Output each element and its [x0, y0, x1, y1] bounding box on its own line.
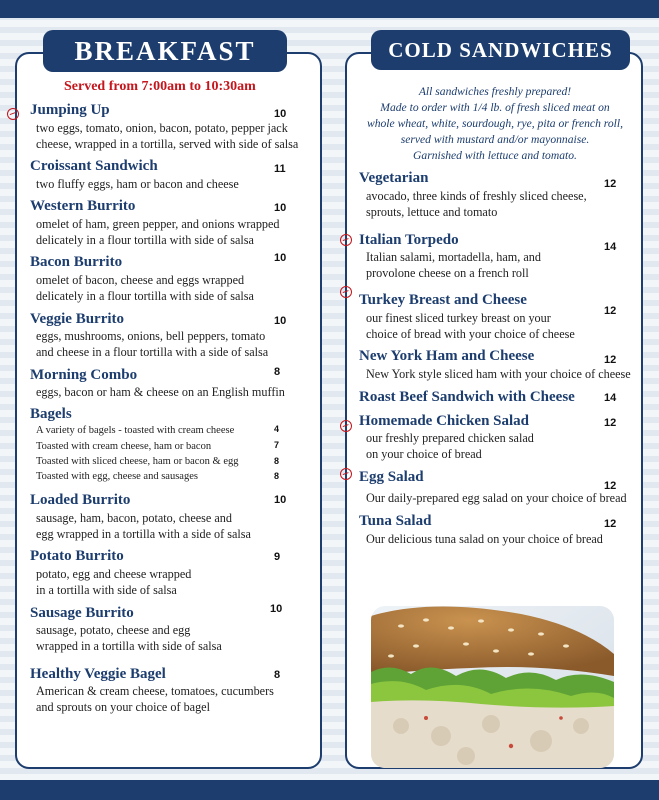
menu-item-price: 12 — [604, 480, 617, 492]
menu-item-name: New York Ham and Cheese — [359, 348, 535, 364]
menu-item-price: 12 — [604, 354, 617, 366]
menu-item-price: 10 — [270, 603, 283, 615]
menu-item-price: 12 — [604, 305, 617, 317]
menu-item-name: Western Burrito — [30, 198, 136, 214]
menu-item-price: 8 — [274, 366, 281, 378]
menu-item-price: 11 — [274, 163, 286, 175]
menu-item-description: our finest sliced turkey breast on your choice of bread with your choice of cheese — [366, 311, 575, 341]
bagel-option: Toasted with cream cheese, ham or bacon — [36, 441, 212, 452]
menu-item-description: two eggs, tomato, onion, bacon, potato, pepper jack cheese, wrapped in a tortilla, served with side of salsa — [36, 121, 299, 151]
breakfast-hours: Served from 7:00am to 10:30am — [64, 79, 256, 94]
menu-item-name: Vegetarian — [359, 170, 429, 186]
menu-item-description: eggs, mushrooms, onions, bell peppers, tomato and cheese in a flour tortilla with a side of salsa — [36, 329, 269, 359]
cold-sandwiches-intro: All sandwiches freshly prepared! Made to order with 1/4 lb. of fresh sliced meat on whole wheat, white, sourdough, rye, pita or french roll, served with mustard and/or mayonnaise. Garnished with lettuce and tomato. — [366, 85, 623, 162]
circled-marker-icon — [340, 234, 352, 246]
bagel-option-price: 4 — [274, 424, 280, 434]
bagel-option-price: 8 — [274, 456, 280, 466]
bagel-option-price: 8 — [274, 471, 280, 481]
menu-item-name: Turkey Breast and Cheese — [359, 292, 527, 308]
menu-item-name: Bagels — [30, 406, 72, 422]
menu-item-name: Italian Torpedo — [359, 232, 459, 248]
menu-item-name: Tuna Salad — [359, 513, 432, 529]
menu-item-description: Our delicious tuna salad on your choice of bread — [366, 532, 603, 546]
menu-item-price: 10 — [274, 252, 287, 264]
menu-item-name: Croissant Sandwich — [30, 158, 158, 174]
menu-item-description: eggs, bacon or ham & cheese on an English muffin — [36, 385, 285, 399]
menu-item-name: Bacon Burrito — [30, 254, 123, 270]
menu-item-description: omelet of bacon, cheese and eggs wrapped delicately in a flour tortilla with side of salsa — [36, 273, 254, 303]
menu-item-description: avocado, three kinds of freshly sliced cheese, sprouts, lettuce and tomato — [366, 189, 587, 219]
menu-item-description: Our daily-prepared egg salad on your choice of bread — [366, 491, 627, 505]
menu-item-price: 12 — [604, 178, 617, 190]
menu-item-name: Potato Burrito — [30, 548, 124, 564]
circled-marker-icon — [340, 420, 352, 432]
menu-item-name: Healthy Veggie Bagel — [30, 666, 166, 682]
menu-item-name: Loaded Burrito — [30, 492, 131, 508]
menu-item-name: Morning Combo — [30, 367, 138, 383]
sandwich-photo — [371, 606, 614, 768]
menu-item-description: sausage, ham, bacon, potato, cheese and egg wrapped in a tortilla with a side of salsa — [36, 511, 251, 541]
bagel-option: Toasted with sliced cheese, ham or bacon & egg — [36, 456, 239, 467]
menu-item-name: Jumping Up — [30, 102, 110, 118]
menu-item-description: New York style sliced ham with your choice of cheese — [366, 367, 631, 381]
bottom-border-bar — [0, 780, 659, 800]
menu-item-description: American & cream cheese, tomatoes, cucumbers and sprouts on your choice of bagel — [36, 684, 274, 714]
menu-item-price: 10 — [274, 315, 287, 327]
menu-item-name: Roast Beef Sandwich with Cheese — [359, 389, 575, 405]
menu-item-name: Egg Salad — [359, 469, 424, 485]
menu-item-price: 12 — [604, 518, 617, 530]
menu-item-price: 14 — [604, 392, 617, 404]
bagel-option-price: 7 — [274, 440, 280, 450]
menu-item-description: two fluffy eggs, ham or bacon and cheese — [36, 177, 239, 191]
menu-item-price: 10 — [274, 108, 287, 120]
menu-item-description: omelet of ham, green pepper, and onions wrapped delicately in a flour tortilla with side of salsa — [36, 217, 280, 247]
bagel-option: A variety of bagels - toasted with cream cheese — [36, 425, 235, 436]
menu-item-description: Italian salami, mortadella, ham, and provolone cheese on a french roll — [366, 250, 541, 280]
menu-item-price: 9 — [274, 551, 281, 563]
menu-item-price: 8 — [274, 669, 281, 681]
menu-item-name: Homemade Chicken Salad — [359, 413, 530, 429]
menu-item-description: potato, egg and cheese wrapped in a tortilla with side of salsa — [36, 567, 192, 597]
menu-item-name: Sausage Burrito — [30, 605, 134, 621]
circled-marker-icon — [7, 108, 19, 120]
breakfast-heading: BREAKFAST — [43, 30, 287, 72]
menu-item-price: 12 — [604, 417, 617, 429]
menu-item-description: sausage, potato, cheese and egg wrapped in a tortilla with side of salsa — [36, 623, 222, 653]
bagel-option: Toasted with egg, cheese and sausages — [36, 471, 198, 482]
top-border-bar — [0, 0, 659, 18]
menu-item-price: 14 — [604, 241, 617, 253]
circled-marker-icon — [340, 468, 352, 480]
cold-sandwiches-heading: COLD SANDWICHES — [371, 30, 630, 70]
menu-item-name: Veggie Burrito — [30, 311, 125, 327]
menu-item-price: 10 — [274, 494, 287, 506]
menu-item-description: our freshly prepared chicken salad on your choice of bread — [366, 431, 534, 461]
circled-marker-icon — [340, 286, 352, 298]
menu-item-price: 10 — [274, 202, 287, 214]
